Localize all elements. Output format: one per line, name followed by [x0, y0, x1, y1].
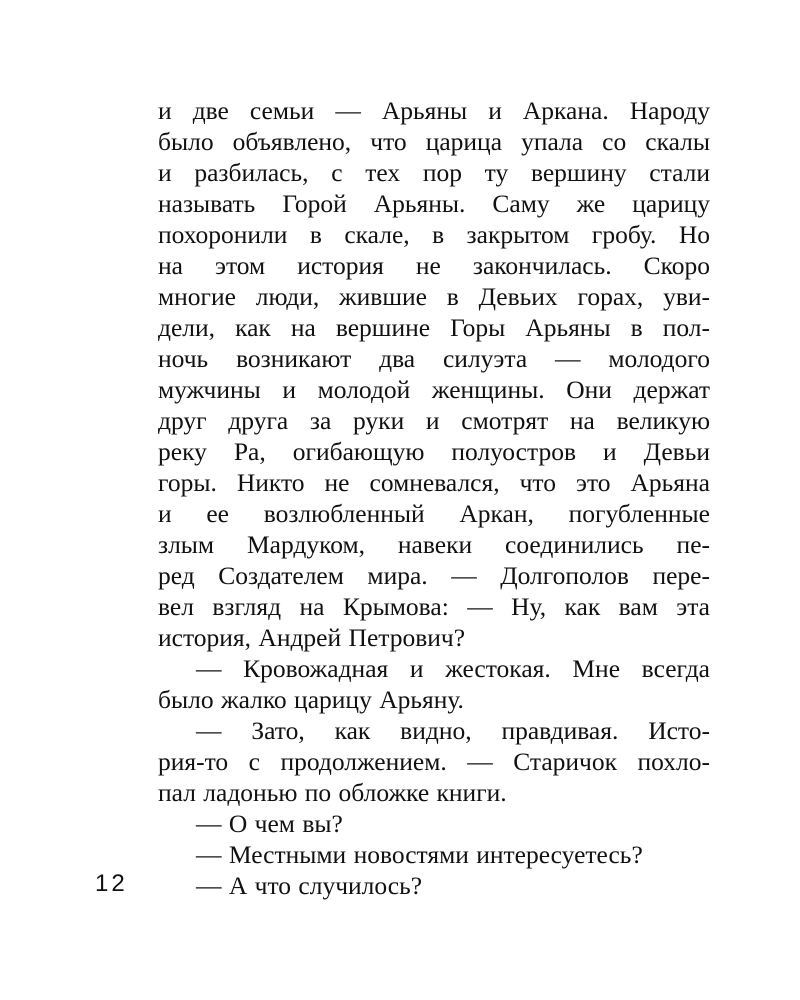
- text-line: было объявлено, что царица упала со скалы: [158, 127, 710, 156]
- text-line: ред Создателем мира. — Долгополов пере-: [158, 561, 710, 590]
- text-line: рия-то с продолжением. — Старичок похло-: [158, 747, 710, 776]
- text-line: — Местными новостями интересуетесь?: [196, 840, 643, 869]
- text-line: друг друга за руки и смотрят на великую: [158, 406, 710, 435]
- text-line: дели, как на вершине Горы Арьяны в пол-: [158, 313, 710, 342]
- text-line: история, Андрей Петрович?: [158, 623, 466, 652]
- text-line: вел взгляд на Крымова: — Ну, как вам эта: [158, 592, 710, 621]
- text-line: называть Горой Арьяны. Саму же царицу: [158, 189, 710, 218]
- text-line: ночь возникают два силуэта — молодого: [158, 344, 710, 373]
- text-line: мужчины и молодой женщины. Они держат: [158, 375, 710, 404]
- text-line: реку Ра, огибающую полуостров и Девьи: [158, 437, 710, 466]
- text-line: и две семьи — Арьяны и Аркана. Народу: [158, 96, 710, 125]
- text-line: — Зато, как видно, правдивая. Исто-: [196, 716, 710, 745]
- text-line: — Кровожадная и жестокая. Мне всегда: [196, 654, 710, 683]
- text-line: похоронили в скале, в закрытом гробу. Но: [158, 220, 710, 249]
- text-line: — А что случилось?: [196, 871, 423, 900]
- page-number: 12: [95, 870, 128, 897]
- text-line: на этом история не закончилась. Скоро: [158, 251, 710, 280]
- text-line: злым Мардуком, навеки соединились пе-: [158, 530, 710, 559]
- text-line: многие люди, жившие в Девьих горах, уви-: [158, 282, 710, 311]
- text-line: — О чем вы?: [196, 809, 343, 838]
- text-line: горы. Никто не сомневался, что это Арьяна: [158, 468, 710, 497]
- text-line: пал ладонью по обложке книги.: [158, 778, 507, 807]
- body-text: [158, 95, 710, 901]
- text-line: было жалко царицу Арьяну.: [158, 685, 464, 714]
- text-line: и разбилась, с тех пор ту вершину стали: [158, 158, 710, 187]
- text-line: и ее возлюбленный Аркан, погубленные: [158, 499, 710, 528]
